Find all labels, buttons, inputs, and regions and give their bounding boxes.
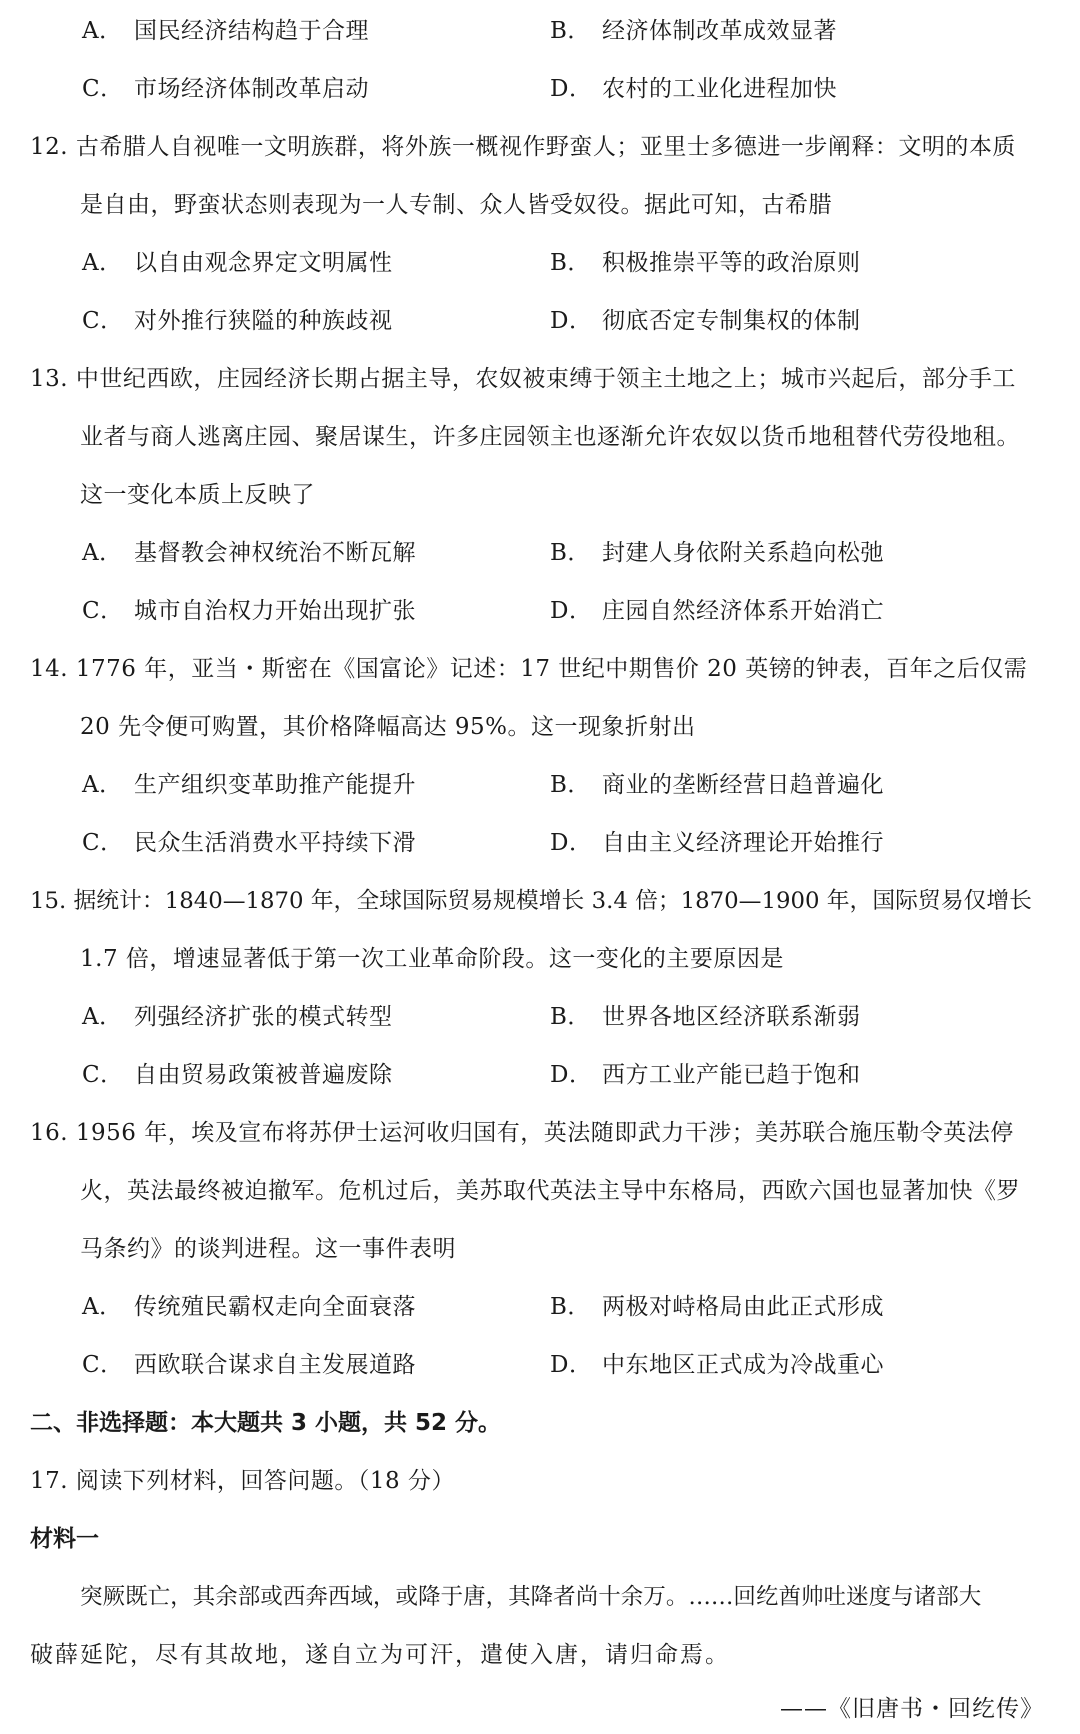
option-letter: C． xyxy=(82,308,124,334)
quote-line2: 破薛延陀，尽有其故地，遂自立为可汗，遣使入唐，请归命焉。 xyxy=(30,1642,730,1668)
option-letter: C． xyxy=(82,76,124,102)
q16-stem-line3: 马条约》的谈判进程。这一事件表明 xyxy=(80,1236,456,1262)
q12-option-d xyxy=(550,306,861,336)
option-text: 自由贸易政策被普遍废除 xyxy=(134,1062,393,1088)
option-letter: B． xyxy=(550,540,591,566)
q14-option-a xyxy=(82,770,416,800)
option-text: 积极推崇平等的政治原则 xyxy=(602,250,861,276)
q13-stem-line3: 这一变化本质上反映了 xyxy=(80,482,315,508)
q13-option-d xyxy=(550,596,884,626)
option-text: 以自由观念界定文明属性 xyxy=(134,250,393,276)
option-text: 传统殖民霸权走向全面衰落 xyxy=(134,1294,416,1320)
q17-stem: 17. 阅读下列材料，回答问题。（18 分） xyxy=(30,1468,455,1494)
option-text: 商业的垄断经营日趋普遍化 xyxy=(602,772,884,798)
option-letter: D． xyxy=(550,1062,593,1088)
q12-option-a xyxy=(82,248,393,278)
section-2-title: 二、非选择题：本大题共 3 小题，共 52 分。 xyxy=(30,1410,502,1436)
q13-option-c xyxy=(82,596,416,626)
q15-option-d xyxy=(550,1060,861,1090)
q16-stem-line2: 火，英法最终被迫撤军。危机过后，美苏取代英法主导中东格局，西欧六国也显著加快《罗 xyxy=(80,1178,1020,1204)
material-1-title: 材料一 xyxy=(30,1526,99,1552)
option-letter: B． xyxy=(550,18,591,44)
option-letter: D． xyxy=(550,598,593,624)
quote-line1: 突厥既亡，其余部或西奔西域，或降于唐，其降者尚十余万。……回纥酋帅吐迷度与诸部大 xyxy=(80,1584,982,1610)
option-letter: C． xyxy=(82,598,124,624)
q14-stem-line2: 20 先令便可购置，其价格降幅高达 95%。这一现象折射出 xyxy=(80,714,696,740)
option-letter: C． xyxy=(82,1062,124,1088)
q11-option-d xyxy=(550,74,837,104)
option-text: 对外推行狭隘的种族歧视 xyxy=(134,308,393,334)
option-text: 市场经济体制改革启动 xyxy=(134,76,369,102)
option-text: 西方工业产能已趋于饱和 xyxy=(602,1062,861,1088)
option-text: 自由主义经济理论开始推行 xyxy=(602,830,884,856)
option-letter: D． xyxy=(550,76,593,102)
option-letter: D． xyxy=(550,308,593,334)
option-letter: D． xyxy=(550,1352,593,1378)
option-letter: A． xyxy=(82,250,123,276)
quote-source: ——《旧唐书・回纥传》 xyxy=(780,1696,1044,1722)
option-letter: C． xyxy=(82,1352,124,1378)
option-text: 封建人身依附关系趋向松弛 xyxy=(602,540,884,566)
q12-stem-line1: 12. 古希腊人自视唯一文明族群，将外族一概视作野蛮人；亚里士多德进一步阐释：文明的本质 xyxy=(30,134,1016,160)
q16-option-a xyxy=(82,1292,416,1322)
q13-option-a xyxy=(82,538,416,568)
q15-option-b xyxy=(550,1002,861,1032)
option-text: 列强经济扩张的模式转型 xyxy=(134,1004,393,1030)
option-letter: A． xyxy=(82,18,123,44)
q11-option-a xyxy=(82,16,369,46)
q13-stem-line1: 13. 中世纪西欧，庄园经济长期占据主导，农奴被束缚于领主土地之上；城市兴起后，部分手工 xyxy=(30,366,1016,392)
option-letter: A． xyxy=(82,540,123,566)
q16-option-c xyxy=(82,1350,416,1380)
option-letter: A． xyxy=(82,1294,123,1320)
q12-option-c xyxy=(82,306,393,336)
option-text: 两极对峙格局由此正式形成 xyxy=(602,1294,884,1320)
option-letter: B． xyxy=(550,250,591,276)
option-text: 基督教会神权统治不断瓦解 xyxy=(134,540,416,566)
q14-option-c xyxy=(82,828,416,858)
q14-option-d xyxy=(550,828,884,858)
q16-option-b xyxy=(550,1292,884,1322)
option-text: 生产组织变革助推产能提升 xyxy=(134,772,416,798)
option-text: 世界各地区经济联系渐弱 xyxy=(602,1004,861,1030)
option-letter: D． xyxy=(550,830,593,856)
q14-stem-line1: 14. 1776 年，亚当・斯密在《国富论》记述：17 世纪中期售价 20 英镑的钟表，百年之后仅需 xyxy=(30,656,1028,682)
q16-stem-line1: 16. 1956 年，埃及宣布将苏伊士运河收归国有，英法随即武力干涉；美苏联合施压勒令英法停 xyxy=(30,1120,1014,1146)
option-letter: C． xyxy=(82,830,124,856)
option-text: 国民经济结构趋于合理 xyxy=(134,18,369,44)
option-letter: B． xyxy=(550,1294,591,1320)
option-text: 城市自治权力开始出现扩张 xyxy=(134,598,416,624)
option-text: 农村的工业化进程加快 xyxy=(602,76,837,102)
option-letter: A． xyxy=(82,772,123,798)
q15-stem-line2: 1.7 倍，增速显著低于第一次工业革命阶段。这一变化的主要原因是 xyxy=(80,946,784,972)
q12-stem-line2: 是自由，野蛮状态则表现为一人专制、众人皆受奴役。据此可知，古希腊 xyxy=(80,192,832,218)
option-text: 中东地区正式成为冷战重心 xyxy=(602,1352,884,1378)
q13-stem-line2: 业者与商人逃离庄园、聚居谋生，许多庄园领主也逐渐允许农奴以货币地租替代劳役地租。 xyxy=(80,424,1020,450)
q14-option-b xyxy=(550,770,884,800)
q15-stem-line1: 15. 据统计：1840—1870 年，全球国际贸易规模增长 3.4 倍；1870—1900 年，国际贸易仅增长 xyxy=(30,888,1032,914)
q11-option-b xyxy=(550,16,837,46)
q15-option-a xyxy=(82,1002,393,1032)
option-letter: B． xyxy=(550,772,591,798)
option-text: 庄园自然经济体系开始消亡 xyxy=(602,598,884,624)
q16-option-d xyxy=(550,1350,884,1380)
option-text: 民众生活消费水平持续下滑 xyxy=(134,830,416,856)
q15-option-c xyxy=(82,1060,393,1090)
option-text: 彻底否定专制集权的体制 xyxy=(602,308,861,334)
q13-option-b xyxy=(550,538,884,568)
option-text: 经济体制改革成效显著 xyxy=(602,18,837,44)
q12-option-b xyxy=(550,248,861,278)
option-letter: B． xyxy=(550,1004,591,1030)
option-letter: A． xyxy=(82,1004,123,1030)
q11-option-c xyxy=(82,74,369,104)
option-text: 西欧联合谋求自主发展道路 xyxy=(134,1352,416,1378)
